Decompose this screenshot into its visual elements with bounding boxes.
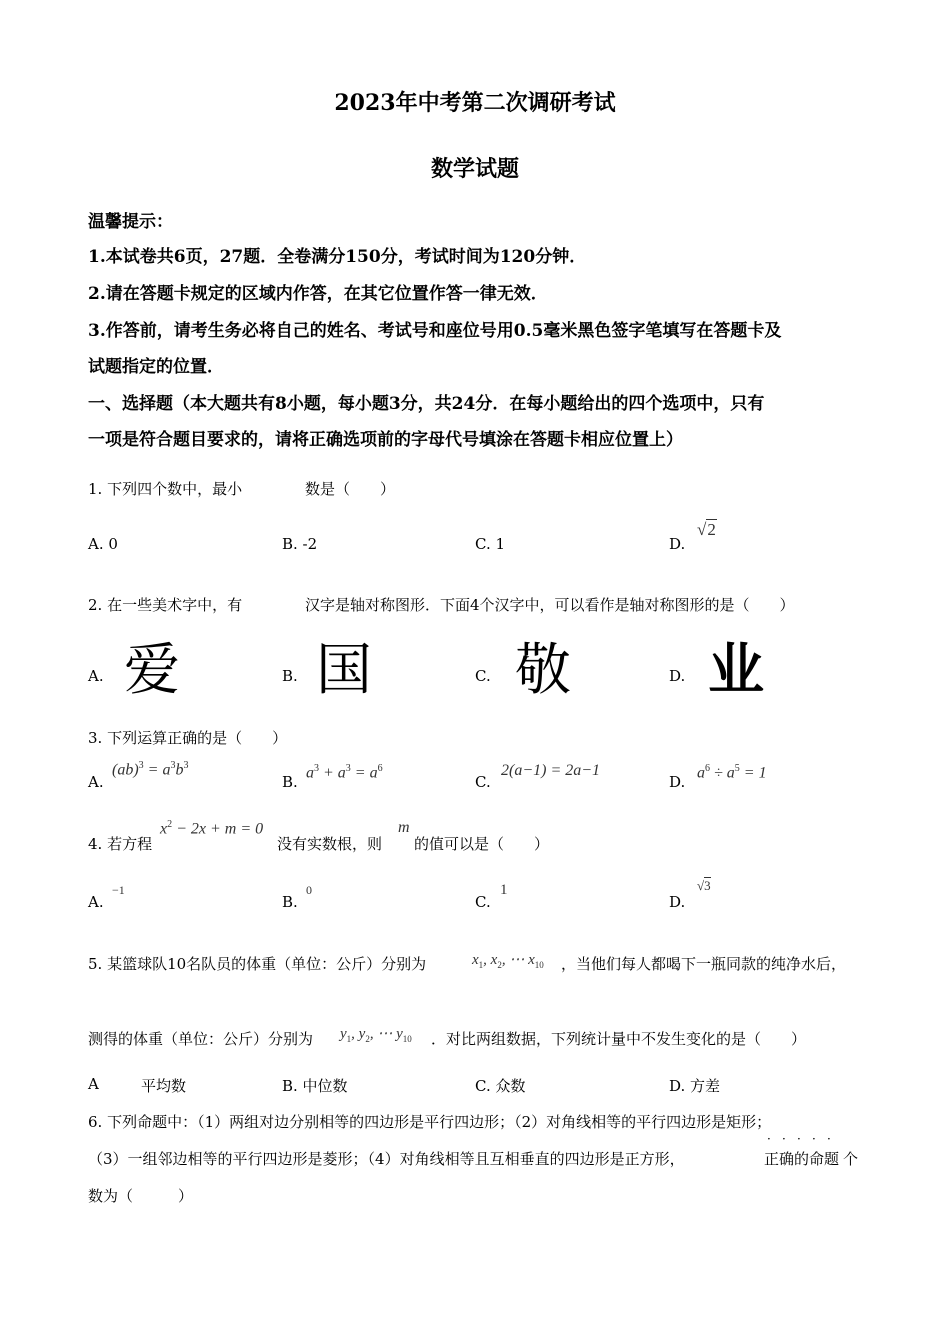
- tips-line-3b: 试题指定的位置．: [88, 357, 224, 377]
- q1-option-a: A. 0: [88, 535, 118, 553]
- q1-stem-b: 数是（ ）: [305, 480, 396, 498]
- q3-option-d-expr: $a^6 \div a^5 = 1$: [697, 763, 767, 782]
- emphasis-dot-icon: ·: [797, 1132, 801, 1146]
- q2-option-b-char: 国: [316, 638, 372, 703]
- q2-stem-a: 2. 在一些美术字中，有: [88, 596, 243, 614]
- tips-line-1: 1.本试卷共6页，27题．全卷满分150分，考试时间为120分钟．: [88, 247, 587, 267]
- q6-line-2a: （3）一组邻边相等的平行四边形是菱形；（4）对角线相等且互相垂直的四边形是正方形，: [88, 1150, 685, 1168]
- q4-option-b-val: 0: [306, 883, 312, 897]
- q4-option-d-sqrt: √3: [697, 878, 711, 893]
- q1-option-d-sqrt: √2: [697, 520, 716, 539]
- section-heading-line-2: 一项是符合题目要求的，请将正确选项前的字母代号填涂在答题卡相应位置上）: [88, 430, 683, 450]
- q2-option-d-label: D.: [669, 667, 686, 685]
- q5-option-a-label: A: [88, 1075, 99, 1093]
- q4-option-d-label: D.: [669, 893, 686, 911]
- q6-emphasis: 正确的命题: [764, 1150, 840, 1168]
- q5-option-a: 平均数: [141, 1077, 187, 1095]
- tips-line-2: 2.请在答题卡规定的区域内作答，在其它位置作答一律无效．: [88, 284, 548, 304]
- q3-option-a-expr: $(ab)^3 = a^3b^3$: [112, 760, 189, 779]
- q3-stem: 3. 下列运算正确的是（ ）: [88, 729, 288, 747]
- q2-option-a-char: 爱: [124, 638, 180, 703]
- q4-stem-b: 没有实数根，则: [277, 835, 383, 853]
- q2-option-c-char: 敬: [515, 638, 571, 703]
- q5-x-sequence: $x_1$, $x_2$, ⋯ $x_{10}$: [472, 952, 544, 970]
- q5-option-c: C. 众数: [475, 1077, 526, 1095]
- q4-variable-m: m: [398, 819, 410, 836]
- q5-y-sequence: $y_1$, $y_2$, ⋯ $y_{10}$: [340, 1026, 412, 1044]
- page-title: 2023年中考第二次调研考试: [334, 90, 616, 116]
- q4-option-a-label: A.: [88, 893, 104, 911]
- q3-option-a-label: A.: [88, 773, 104, 791]
- q5-option-b: B. 中位数: [282, 1077, 348, 1095]
- q6-line-2c: 个: [843, 1150, 859, 1168]
- q4-stem-c: 的值可以是（ ）: [414, 835, 550, 853]
- q5-stem-1b: ，当他们每人都喝下一瓶同款的纯净水后，: [561, 955, 847, 973]
- q6-line-1: 6. 下列命题中：（1）两组对边分别相等的四边形是平行四边形；（2）对角线相等的平行四边形是矩形；: [88, 1113, 772, 1131]
- q1-option-b: B. -2: [282, 535, 318, 553]
- q1-stem-a: 1. 下列四个数中，最小: [88, 480, 243, 498]
- q4-equation: $x^2 - 2x + m = 0$: [160, 819, 264, 838]
- q2-option-d-char: 业: [708, 638, 764, 703]
- q6-line-3: 数为（ ）: [88, 1187, 194, 1205]
- tips-heading: 温馨提示：: [88, 212, 173, 232]
- page-subtitle: 数学试题: [430, 156, 519, 182]
- q3-option-d-label: D.: [669, 773, 686, 791]
- section-heading-line-1: 一、选择题（本大题共有8小题，每小题3分，共24分．在每小题给出的四个选项中，只有: [88, 394, 765, 414]
- q5-stem-1a: 5. 某篮球队10名队员的体重（单位：公斤）分别为: [88, 955, 427, 973]
- tips-line-3a: 3.作答前，请考生务必将自己的姓名、考试号和座位号用0.5毫米黑色签字笔填写在答题卡及: [88, 321, 782, 341]
- q2-option-a-label: A.: [88, 667, 104, 685]
- q2-option-b-label: B.: [282, 667, 298, 685]
- q5-option-d: D. 方差: [669, 1077, 721, 1095]
- q3-option-c-expr: 2(a−1) = 2a−1: [501, 762, 601, 779]
- emphasis-dot-icon: ·: [812, 1132, 816, 1146]
- q4-option-c-val: 1: [500, 882, 508, 898]
- emphasis-dot-icon: ·: [767, 1132, 771, 1146]
- emphasis-dot-icon: ·: [782, 1132, 786, 1146]
- q2-option-c-label: C.: [475, 667, 491, 685]
- q4-option-b-label: B.: [282, 893, 298, 911]
- q4-option-c-label: C.: [475, 893, 491, 911]
- q1-option-c: C. 1: [475, 535, 506, 553]
- q1-option-d-label: D.: [669, 535, 686, 553]
- emphasis-dot-icon: ·: [827, 1132, 831, 1146]
- q3-option-b-label: B.: [282, 773, 298, 791]
- q5-stem-2a: 测得的体重（单位：公斤）分别为: [88, 1030, 314, 1048]
- q5-stem-2b: ．对比两组数据，下列统计量中不发生变化的是（ ）: [431, 1030, 807, 1048]
- q2-stem-b: 汉字是轴对称图形．下面4个汉字中，可以看作是轴对称图形的是（ ）: [305, 596, 795, 614]
- q3-option-c-label: C.: [475, 773, 491, 791]
- q4-option-a-val: −1: [112, 883, 125, 897]
- sqrt-sign-icon: √: [697, 878, 705, 893]
- sqrt-sign-icon: √: [697, 520, 707, 539]
- q4-stem-a: 4. 若方程: [88, 835, 153, 853]
- q3-option-b-expr: $a^3 + a^3 = a^6$: [306, 763, 383, 782]
